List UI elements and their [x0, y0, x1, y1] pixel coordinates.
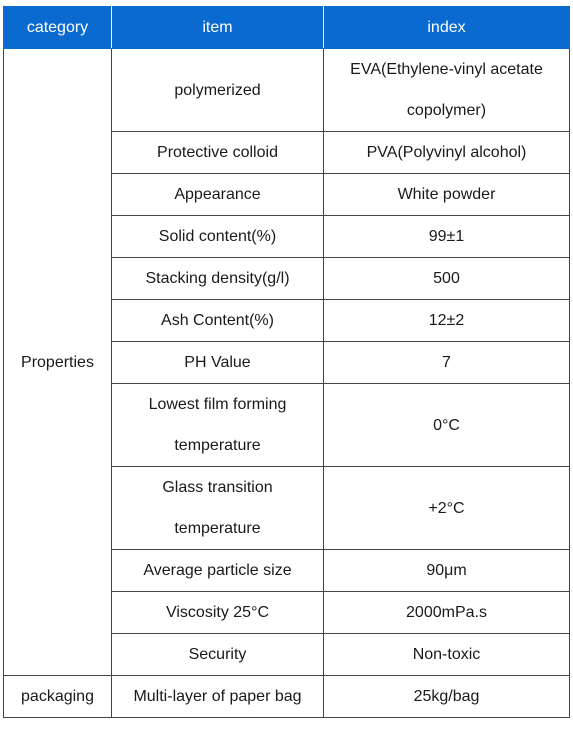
- item-cell: polymerized: [112, 49, 324, 132]
- item-cell: Security: [112, 634, 324, 676]
- index-cell: 7: [324, 342, 570, 384]
- item-line: temperature: [174, 520, 261, 537]
- table-row: [4, 676, 570, 718]
- table-row: [4, 49, 570, 132]
- index-cell: 25kg/bag: [324, 676, 570, 718]
- spec-table-container: [3, 6, 570, 718]
- index-cell: 500: [324, 258, 570, 300]
- item-cell: [112, 384, 324, 467]
- header-category: category: [4, 7, 112, 49]
- index-cell: 12±2: [324, 300, 570, 342]
- index-cell: 0°C: [324, 384, 570, 467]
- index-cell: 90μm: [324, 550, 570, 592]
- index-cell: +2°C: [324, 467, 570, 550]
- item-cell: Protective colloid: [112, 132, 324, 174]
- item-cell: Stacking density(g/l): [112, 258, 324, 300]
- item-cell: Multi-layer of paper bag: [112, 676, 324, 718]
- header-index: index: [324, 7, 570, 49]
- item-cell: Ash Content(%): [112, 300, 324, 342]
- item-line: Lowest film forming: [148, 396, 287, 413]
- category-properties: Properties: [4, 49, 112, 676]
- index-cell: [324, 49, 570, 132]
- index-cell: Non-toxic: [324, 634, 570, 676]
- item-cell: Average particle size: [112, 550, 324, 592]
- header-item: item: [112, 7, 324, 49]
- index-line: EVA(Ethylene-vinyl acetate: [350, 61, 543, 78]
- index-cell: PVA(Polyvinyl alcohol): [324, 132, 570, 174]
- item-cell: [112, 467, 324, 550]
- item-cell: PH Value: [112, 342, 324, 384]
- header-row: [4, 7, 570, 49]
- item-cell: Appearance: [112, 174, 324, 216]
- spec-table: [3, 6, 570, 718]
- item-cell: Viscosity 25°C: [112, 592, 324, 634]
- item-cell: Solid content(%): [112, 216, 324, 258]
- category-packaging: packaging: [4, 676, 112, 718]
- index-cell: 99±1: [324, 216, 570, 258]
- item-line: temperature: [174, 437, 261, 454]
- index-cell: White powder: [324, 174, 570, 216]
- index-line: copolymer): [406, 102, 487, 119]
- item-line: Glass transition: [162, 479, 273, 496]
- index-cell: 2000mPa.s: [324, 592, 570, 634]
